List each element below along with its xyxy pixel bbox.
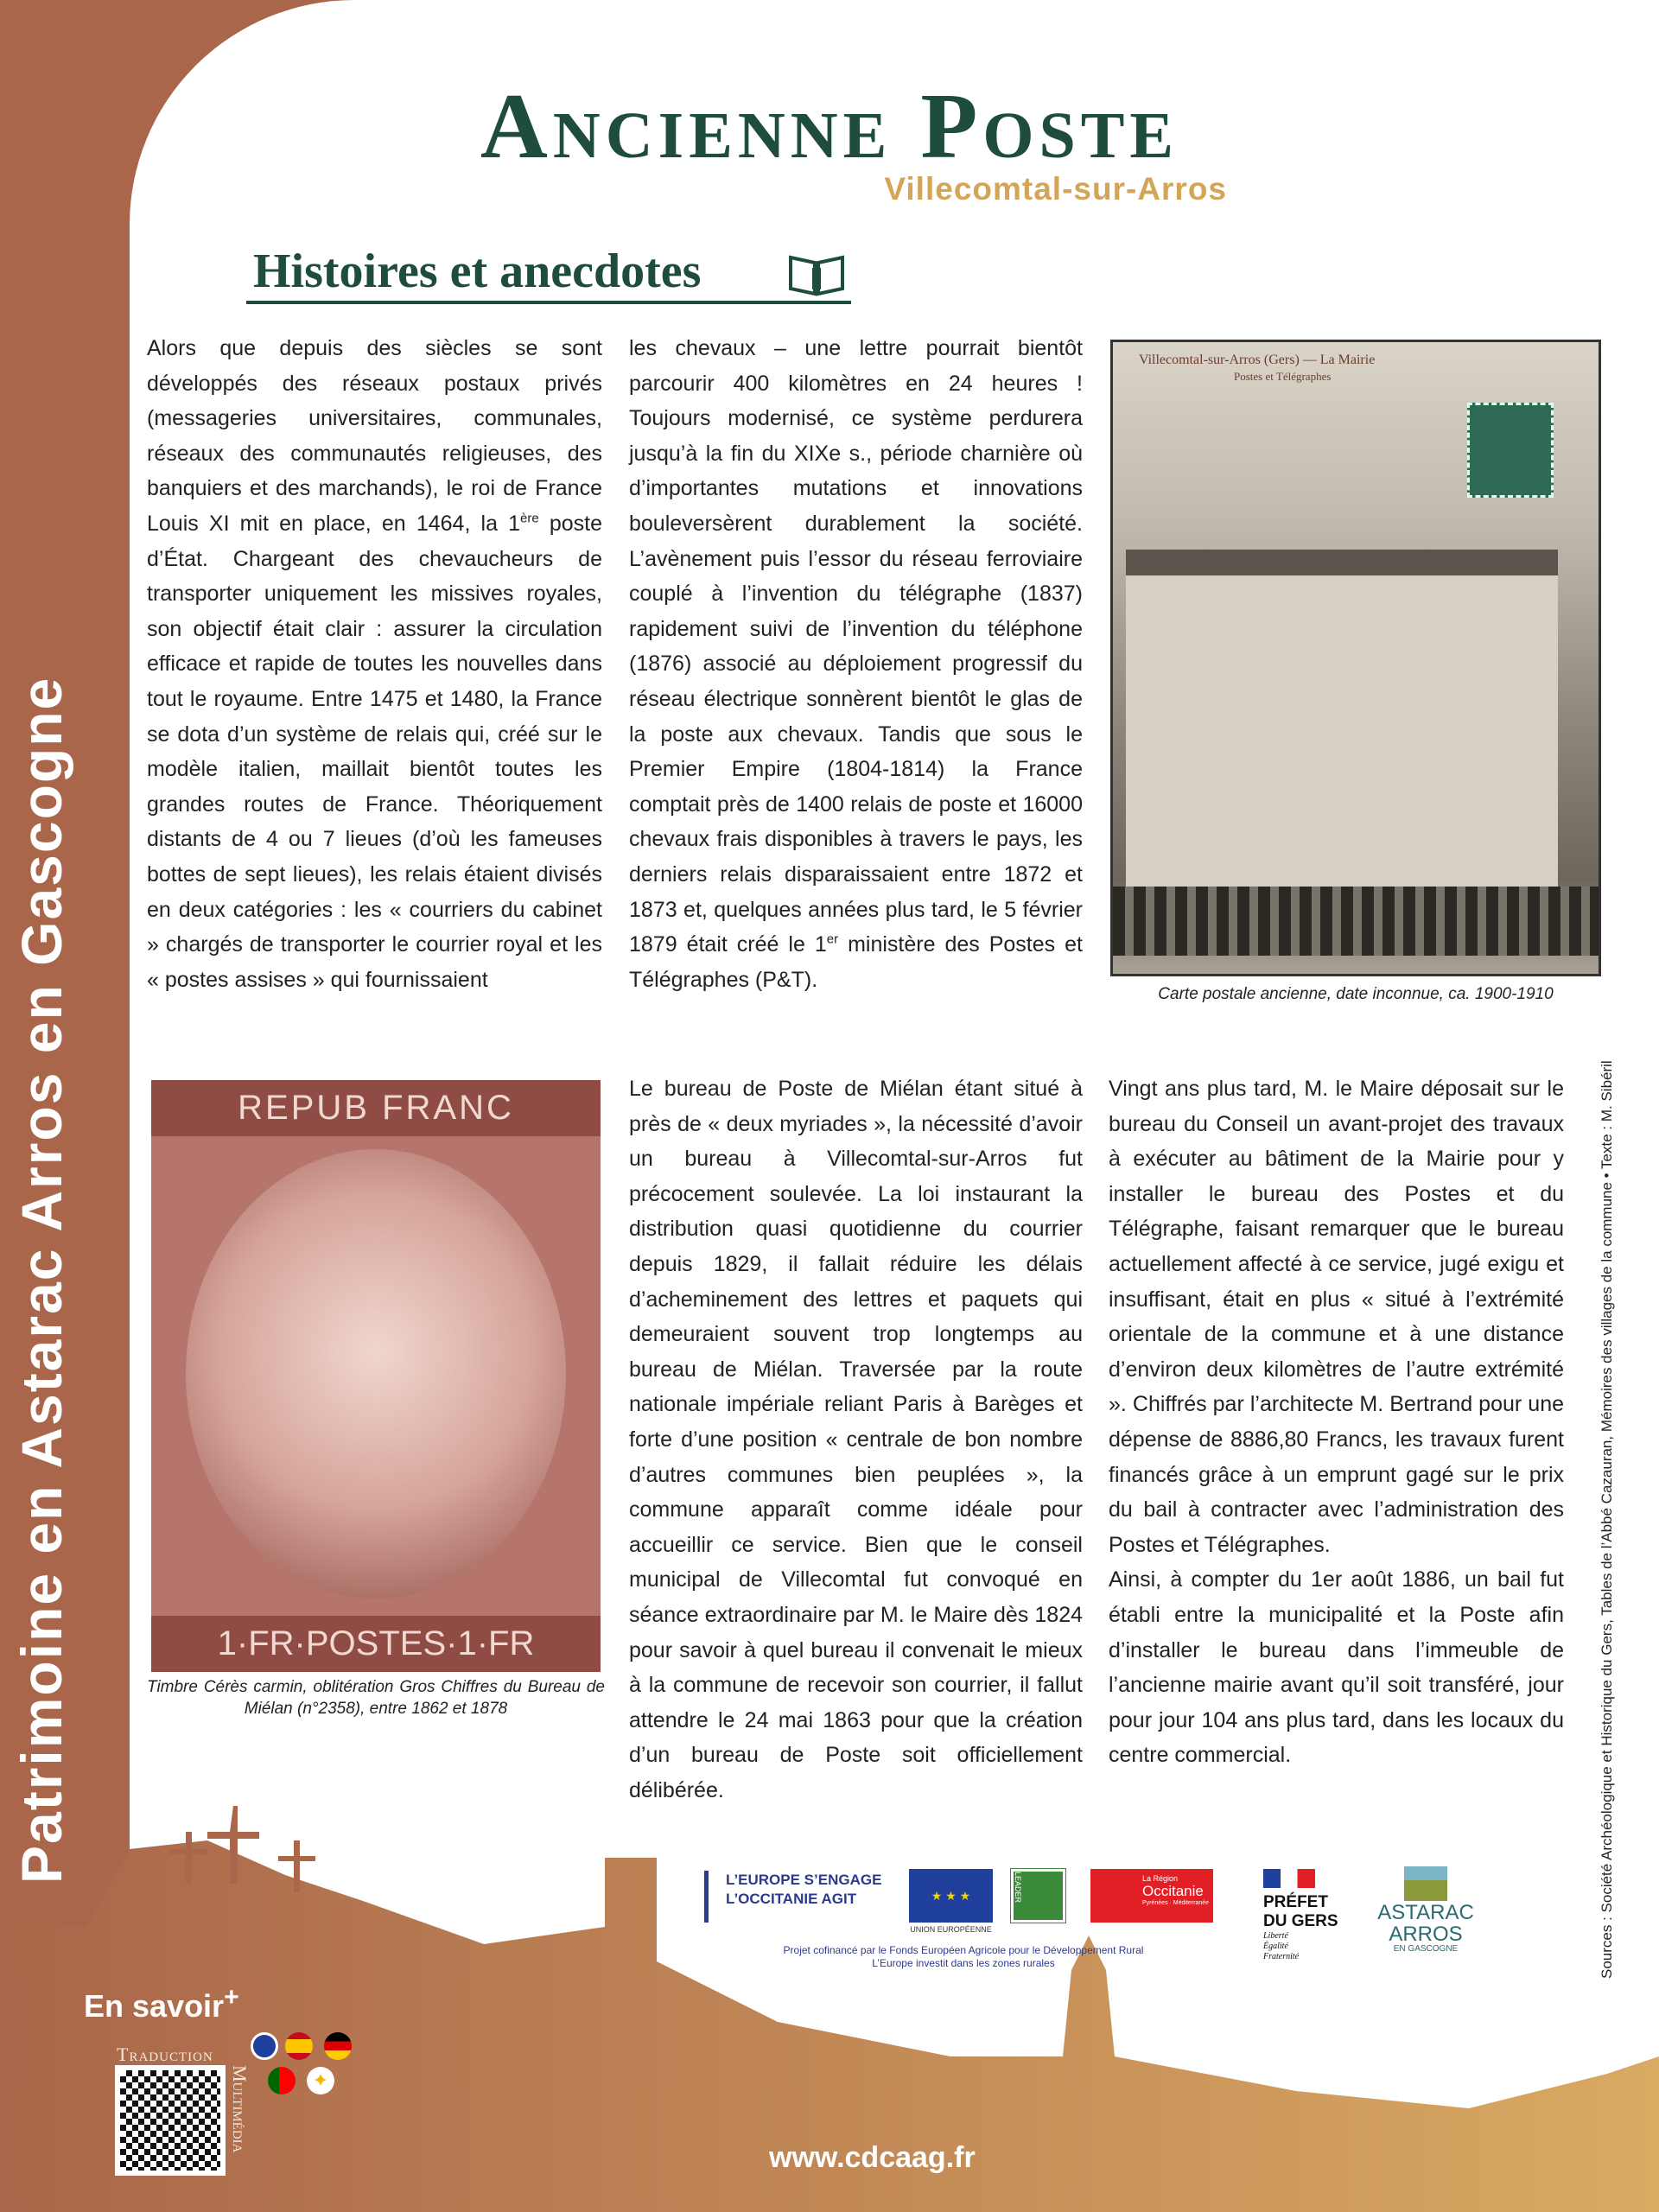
text: poste d’État. Chargeant des chevaucheurs de transporter uniquement les missives royales, son objectif était clair : assurer la circulation efficace et rapide de toutes les nouvelles dans tout le royaume. Entre 1475 et 1480, la France se dota d’un système de relais qui, créé sur le modèle italien, maillait bientôt toutes les grandes routes de France. Théoriquement distants de 4 ou 7 lieues (d’où les fameuses bottes de sept lieues), les relais étaient divisés en deux catégories : les « courriers du cabinet » chargés de transporter le courrier royal et les « postes assises » qui fournissaient xyxy=(147,511,602,992)
logo-europe-occitanie xyxy=(704,1871,890,1923)
flag-german-icon[interactable] xyxy=(324,2032,352,2060)
website-link[interactable]: www.cdcaag.fr xyxy=(769,2141,976,2174)
book-icon xyxy=(786,251,847,298)
text: Vingt ans plus tard, M. le Maire déposait sur le bureau du Conseil un avant-projet des travaux à exécuter au bâtiment de la Mairie pour y installer le bureau des Postes et du Télégraphe, faisant remarquer que le bureau actuellement affecté à ce service, jugé exigu et insuffisant, était en plus « situé à l’extrémité orientale de la commune et à une distance d’environ deux kilomètres de l’autre extrémité ». Chiffrés par l’architecte M. Bertrand pour une dépense de 8886,80 Francs, les travaux furent financés grâce à un emprunt gagé sur le prix du bail à contracter avec l’administration des Postes et Télégraphes. xyxy=(1109,1077,1564,1557)
logo-text: L’EUROPE S’ENGAGE xyxy=(726,1872,882,1888)
postcard-photo xyxy=(1110,340,1601,976)
logo-text: Égalité xyxy=(1263,1942,1288,1951)
superscript: er xyxy=(826,931,839,947)
marianne-icon xyxy=(1263,1869,1315,1888)
plus-icon: + xyxy=(224,1983,239,2012)
eu-label: UNION EUROPÉENNE xyxy=(910,1925,992,1934)
stamp-caption: Timbre Cérès carmin, oblitération Gros Chiffres du Bureau de Miélan (n°2358), entre 1862 et 1878 xyxy=(147,1678,605,1718)
logo-text: ASTARAC xyxy=(1377,1901,1474,1924)
side-band-title: Patrimoine en Astarac Arros en Gascogne xyxy=(10,676,73,1884)
logo-text: Fraternité xyxy=(1263,1952,1300,1961)
qr-pattern xyxy=(120,2070,220,2171)
text-column-2 xyxy=(629,331,1083,997)
text-column-4 xyxy=(1109,1071,1564,1773)
astarac-logo xyxy=(1370,1866,1482,1954)
en-savoir-plus xyxy=(84,1983,239,2024)
section-underline xyxy=(246,301,851,304)
logo-text: L’OCCITANIE AGIT xyxy=(726,1891,857,1907)
flag-occitan-icon[interactable]: ✦ xyxy=(307,2067,334,2094)
text-column-1 xyxy=(147,331,602,997)
postcard-subtext: Postes et Télégraphes xyxy=(1234,370,1332,383)
text: ministère des Postes et Télégraphes (P&T). xyxy=(629,932,1083,992)
logo-text: LEADER xyxy=(1014,1872,1022,1904)
eu-flag-logo: ★ ★ ★ xyxy=(909,1869,993,1923)
logo-text: Projet cofinancé par le Fonds Européen Agricole pour le Développement Rural xyxy=(783,1944,1144,1956)
postcard-text: Villecomtal-sur-Arros (Gers) — La Mairie xyxy=(1139,353,1376,367)
superscript: ère xyxy=(520,511,539,526)
label: En savoir xyxy=(84,1988,225,2024)
postcard-stamp xyxy=(1467,403,1554,498)
logo-text: L’Europe investit dans les zones rurales xyxy=(872,1957,1055,1969)
page-title: Ancienne Poste xyxy=(480,75,1179,178)
flag-portuguese-icon[interactable] xyxy=(268,2067,296,2094)
page-subtitle: Villecomtal-sur-Arros xyxy=(884,171,1227,207)
occitanie-logo xyxy=(1090,1869,1213,1923)
qr-code[interactable] xyxy=(115,2065,226,2176)
text: Ainsi, à compter du 1er août 1886, un bail fut établi entre la municipalité et la Poste afin d’installer le bureau dans l’immeuble de l’ancienne mairie avant qu’il soit transféré, jour pour jour 104 ans plus tard, dans les locaux du centre commercial. xyxy=(1109,1567,1564,1768)
text: Alors que depuis des siècles se sont développés des réseaux postaux privés (messageries universitaires, communales, réseaux des communautés religieuses, des banquiers et des marchands), le roi de France Louis XI mit en place, en 1464, la 1 xyxy=(147,336,602,536)
prefet-logo xyxy=(1263,1869,1350,1962)
logo-text: Pyrénées · Méditerranée xyxy=(1142,1900,1210,1906)
flag-english-icon[interactable] xyxy=(251,2032,278,2060)
section-title: Histoires et anecdotes xyxy=(253,245,702,298)
logo-text: PRÉFET xyxy=(1263,1893,1328,1911)
logo-text: DU GERS xyxy=(1263,1912,1338,1930)
stamp-top-text: REPUB FRANC xyxy=(151,1080,601,1136)
building xyxy=(1126,550,1558,921)
logo-text: ARROS xyxy=(1389,1923,1463,1946)
sources-credit: Sources : Société Archéologique et Historique du Gers, Tables de l’Abbé Cazauran, Mémoires des villages de la commune • Texte : M. Sibéril xyxy=(1599,1060,1615,1979)
ceres-portrait xyxy=(186,1149,566,1599)
mountain-icon xyxy=(1404,1866,1447,1901)
flag-spanish-icon[interactable] xyxy=(285,2032,313,2060)
text-column-3: Le bureau de Poste de Miélan étant situé à près de « deux myriades », la nécessité d’avoir un bureau à Villecomtal-sur-Arros fut précocement soulevée. La loi instaurant la distribution quasi quotidienne du courrier depuis 1829, il fallait réduire les délais d’acheminement des lettres et paquets qui demeuraient souvent trop longtemps au bureau de Miélan. Traversée par la route nationale impériale reliant Paris à Barèges et forte d’une position « centrale de bon nombre d’autres communes bien peuplées », la commune apparaît comme idéale pour accueillir ce service. Bien que le conseil municipal de Villecomtal fut convoqué en séance extraordinaire par M. le Maire dès 1824 pour savoir à quel bureau il convenait le mieux à la commune de recevoir son courrier, il fallut attendre le 24 mai 1863 pour que la création d’un bureau de Poste soit officiellement délibérée. xyxy=(629,1077,1083,1802)
traduction-label: Traduction xyxy=(117,2044,213,2065)
logo-text: Liberté xyxy=(1263,1931,1288,1941)
stamp-bottom-text: 1·FR·POSTES·1·FR xyxy=(151,1616,601,1672)
multimedia-label: Multimédia xyxy=(229,2065,251,2153)
crowd xyxy=(1113,887,1601,956)
stamp-image xyxy=(151,1080,601,1672)
logo-text: Occitanie xyxy=(1142,1883,1204,1899)
photo-caption: Carte postale ancienne, date inconnue, ca. 1900-1910 xyxy=(1158,985,1554,1003)
feader-text xyxy=(709,1944,1218,1970)
logo-text: La Région xyxy=(1142,1874,1179,1883)
leader-logo xyxy=(1011,1869,1065,1923)
logo-text: EN GASCOGNE xyxy=(1393,1944,1459,1954)
text: les chevaux – une lettre pourrait bientôt parcourir 400 kilomètres en 24 heures ! Toujours modernisé, ce système perdurera jusqu’à la fin du XIXe s., période charnière où d’importantes mutations et innovations bouleversèrent durablement la société. L’avènement puis l’essor du réseau ferroviaire couplé à l’invention du télégraphe (1837) rapidement suivi de l’invention du téléphone (1876) associé au déploiement progressif du réseau électrique sonnèrent bientôt le glas de la poste aux chevaux. Tandis que sous le Premier Empire (1804-1814) la France comptait près de 1400 relais de poste et 16000 chevaux frais disponibles à travers le pays, les derniers relais disparaissaient entre 1872 et 1873 et, quelques années plus tard, le 5 février 1879 était créé le 1 xyxy=(629,336,1083,957)
